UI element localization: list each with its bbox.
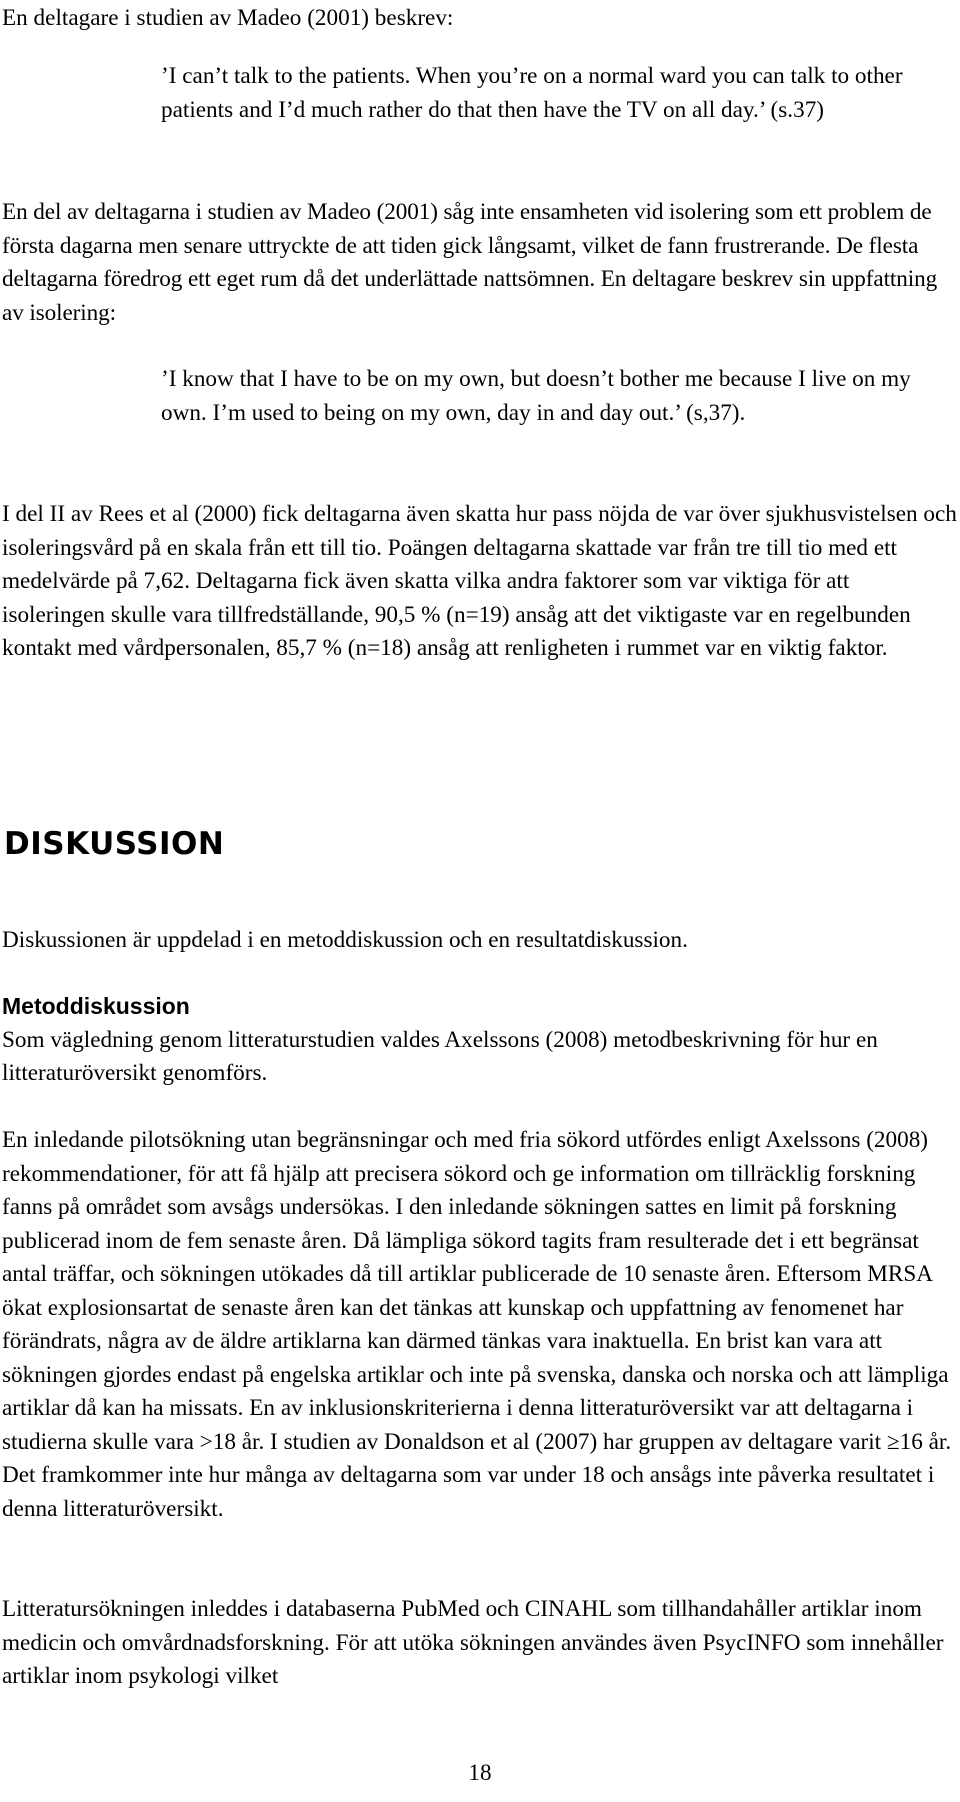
page-number: 18 (468, 1760, 492, 1786)
quote-madeo-2: ’I know that I have to be on my own, but doesn’t bother me because I live on my own. I’m used to being on my own, day in and day out.’ (s,37). (161, 366, 911, 426)
quote-madeo-1: ’I can’t talk to the patients. When you’re on a normal ward you can talk to other patients and I’d much rather do that then have the TV on all day.’ (s.37) (161, 63, 903, 123)
paragraph-rees-satisfaction: I del II av Rees et al (2000) fick deltagarna även skatta hur pass nöjda de var över sjukhusvistelsen och isoleringsvård på en skala från ett till tio. Poängen deltagarna skattade var från tre till tio med ett medelvärde på 7,62. Deltagarna fick även skatta vilka andra faktorer som var viktiga för att isoleringen skulle vara tillfredställande, 90,5 % (n=19) ansåg att det viktigaste var en regelbunden kontakt med vårdpersonalen, 85,7 % (n=18) ansåg att renligheten i rummet var en viktig faktor. (2, 501, 957, 661)
method-discussion-block (2, 990, 957, 1091)
intro-line: En deltagare i studien av Madeo (2001) beskrev: (2, 5, 454, 31)
subheading-metoddiskussion: Metoddiskussion (2, 993, 190, 1019)
paragraph-loneliness: En del av deltagarna i studien av Madeo (2001) såg inte ensamheten vid isolering som ett problem de första dagarna men senare uttryckte de att tiden gick långsamt, vilket de fann frustrerande. De flesta deltagarna föredrog ett eget rum då det underlättade nattsömnen. En deltagare beskrev sin uppfattning av isolering: (2, 199, 938, 326)
paragraph-method-guidance: Som vägledning genom litteraturstudien valdes Axelssons (2008) metodbeskrivning för hur en litteraturöversikt genomförs. (2, 1026, 878, 1086)
section-heading-diskussion: DISKUSSION (4, 826, 225, 862)
paragraph-pilot-search: En inledande pilotsökning utan begränsningar och med fria sökord utfördes enligt Axelssons (2008) rekommendationer, för att få hjälp att precisera sökord och ge information om tillräcklig forskning fanns på området som avsågs undersökas. I den inledande sökningen sattes en limit på forskning publicerad inom de fem senaste åren. Då lämpliga sökord tagits fram resulterade det i ett begränsat antal träffar, och sökningen utökades då till artiklar publicerade de 10 senaste åren. Eftersom MRSA ökat explosionsartat de senaste åren kan det tänkas att kunskap och uppfattning av fenomenet har förändrats, några av de äldre artiklarna kan därmed tänkas vara inaktuella. En brist kan vara att sökningen gjordes endast på engelska artiklar och inte på svenska, danska och norska och att lämpliga artiklar då kan ha missats. En av inklusionskriterierna i denna litteraturöversikt var att deltagarna i studierna skulle vara >18 år. I studien av Donaldson et al (2007) har gruppen av deltagare varit ≥16 år. Det framkommer inte hur många av deltagarna som var under 18 och ansågs inte påverka resultatet i denna litteraturöversikt. (2, 1127, 952, 1522)
paragraph-databases: Litteratursökningen inleddes i databaserna PubMed och CINAHL som tillhandahåller artiklar inom medicin och omvårdnadsforskning. För att utöka sökningen användes även PsycINFO som innehåller artiklar inom psykologi vilket (2, 1596, 944, 1689)
paragraph-discussion-intro: Diskussionen är uppdelad i en metoddiskussion och en resultatdiskussion. (2, 927, 688, 953)
